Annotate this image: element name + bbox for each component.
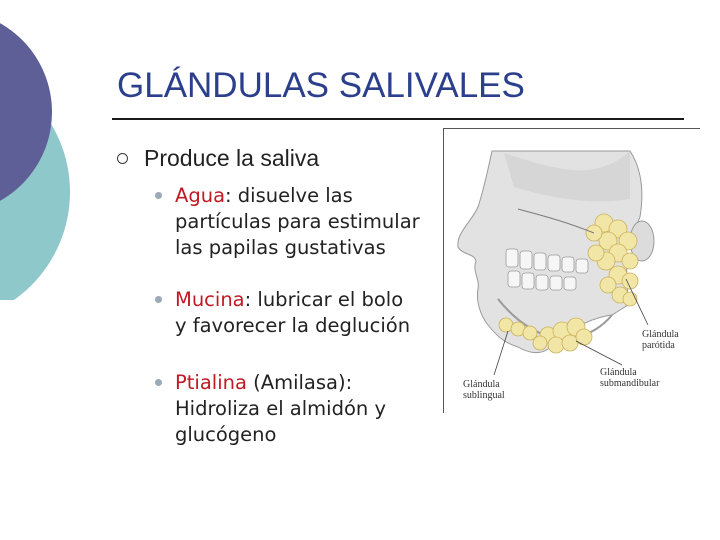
- skull-illustration: [444, 129, 700, 413]
- label-line: Glándula: [463, 379, 500, 390]
- bullet-text: Produce la saliva: [144, 145, 320, 171]
- submandibular-label: [600, 367, 659, 389]
- label-line: parótida: [642, 340, 675, 351]
- page-title: GLÁNDULAS SALIVALES: [117, 66, 525, 105]
- bullet-level1: [117, 145, 319, 172]
- item-text: : disuelve las partículas para estimular las papilas gustativas: [175, 184, 420, 259]
- list-item-ptialina: [155, 370, 420, 448]
- ring-bullet-icon: [117, 153, 128, 164]
- label-line: Glándula: [642, 329, 679, 340]
- parotid-label: [642, 329, 679, 351]
- item-text: : lubricar el bolo y favorecer la deglución: [175, 288, 411, 337]
- label-line: Glándula: [600, 367, 637, 378]
- sublingual-label: [463, 379, 505, 401]
- keyword: Mucina: [175, 288, 245, 311]
- dot-bullet-icon: [155, 192, 162, 199]
- list-item-mucina: [155, 287, 420, 339]
- decorative-circles: [0, 0, 120, 300]
- item-text: (Amilasa): Hidroliza el almidón y glucógeno: [175, 371, 386, 446]
- label-line: sublingual: [463, 390, 505, 401]
- list-item-agua: [155, 183, 420, 261]
- dot-bullet-icon: [155, 296, 162, 303]
- salivary-glands-illustration: [443, 128, 700, 413]
- title-divider: [112, 118, 684, 120]
- label-line: submandibular: [600, 378, 660, 389]
- keyword: Ptialina: [175, 371, 247, 394]
- dot-bullet-icon: [155, 379, 162, 386]
- keyword: Agua: [175, 184, 226, 207]
